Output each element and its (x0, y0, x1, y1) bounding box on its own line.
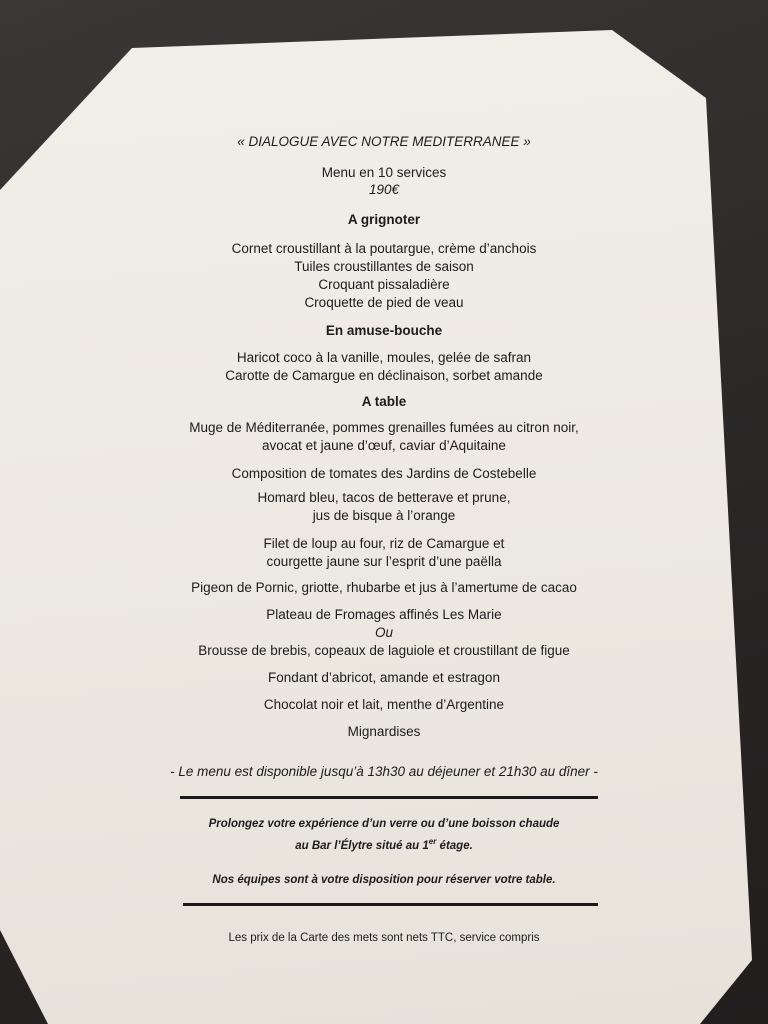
bar-promo-line2 (0, 834, 768, 854)
divider (180, 796, 598, 799)
bar-promo-line1: Prolongez votre expérience d’un verre ou d’une boisson chaude (208, 818, 560, 830)
menu-item: Croquant pissaladière (318, 277, 450, 292)
menu-item: courgette jaune sur l’esprit d’une paëlla (266, 554, 502, 569)
divider (183, 903, 598, 906)
menu-item: Muge de Méditerranée, pommes grenailles fumées au citron noir, (189, 420, 579, 435)
menu-item: Composition de tomates des Jardins de Costebelle (231, 466, 537, 481)
section-heading-grignoter: A grignoter (347, 212, 421, 227)
menu-subtitle: Menu en 10 services (321, 165, 447, 180)
menu-title: « DIALOGUE AVEC NOTRE MEDITERRANEE » (237, 134, 531, 149)
menu-item: Filet de loup au four, riz de Camargue et (263, 536, 505, 551)
section-heading-a-table: A table (361, 394, 407, 409)
menu-price: 190€ (368, 182, 400, 197)
menu-item: Fondant d’abricot, amande et estragon (268, 670, 500, 685)
menu-item: Haricot coco à la vanille, moules, gelée de safran (236, 350, 532, 365)
menu-item: Homard bleu, tacos de betterave et prune, (257, 490, 511, 505)
menu-item: Mignardises (347, 724, 421, 739)
availability-note: - Le menu est disponible jusqu’à 13h30 au déjeuner et 21h30 au dîner - (170, 764, 598, 779)
price-footer: Les prix de la Carte des mets sont nets TTC, service compris (228, 932, 540, 944)
menu-item: jus de bisque à l’orange (312, 508, 456, 523)
menu-item: Pigeon de Pornic, griotte, rhubarbe et jus à l’amertume de cacao (191, 580, 577, 595)
reservation-note: Nos équipes sont à votre disposition pour réserver votre table. (212, 874, 556, 886)
menu-item: Chocolat noir et lait, menthe d’Argentine (263, 697, 505, 712)
bar-promo-superscript: er (428, 837, 437, 846)
bar-promo-text: au Bar l’Élytre situé au 1 (295, 839, 429, 852)
menu-item: Croquette de pied de veau (304, 295, 464, 310)
menu-item: Carotte de Camargue en déclinaison, sorbet amande (225, 368, 543, 383)
menu-item: Plateau de Fromages affinés Les Marie (266, 607, 502, 622)
menu-item: avocat et jaune d’œuf, caviar d’Aquitaine (262, 438, 506, 453)
menu-item: Tuiles croustillantes de saison (294, 259, 474, 274)
menu-item-or: Ou (374, 625, 393, 640)
menu-item: Cornet croustillant à la poutargue, crème d’anchois (231, 241, 537, 256)
bar-promo-text-end: étage. (436, 839, 473, 852)
menu-item: Brousse de brebis, copeaux de laguiole et croustillant de figue (198, 643, 570, 658)
section-heading-amuse-bouche: En amuse-bouche (325, 323, 443, 338)
